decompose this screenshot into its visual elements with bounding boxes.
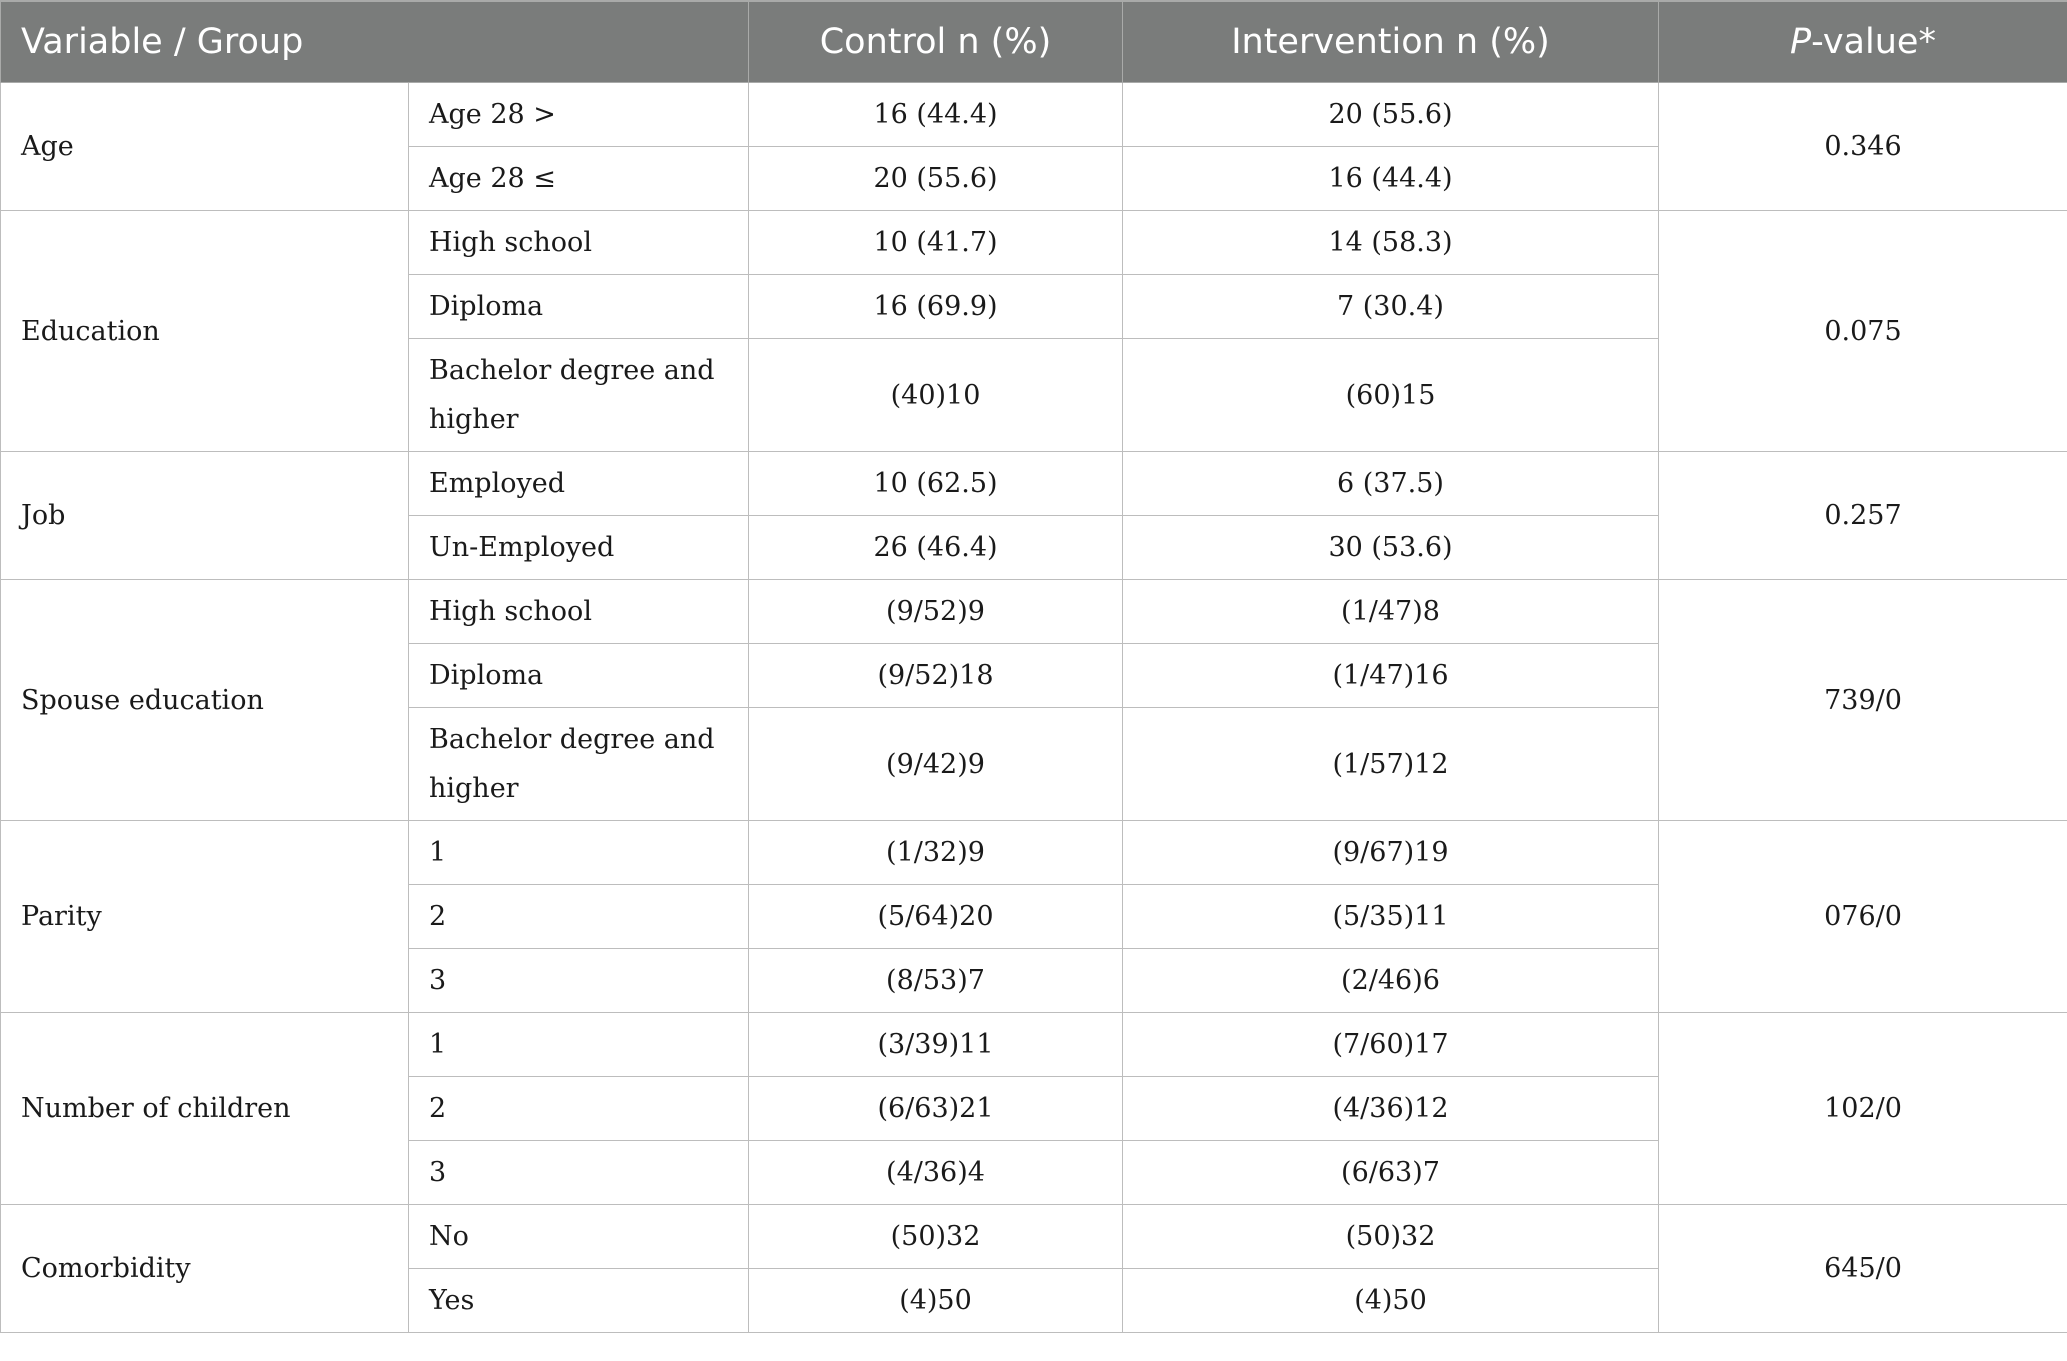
header-p-value bbox=[1659, 1, 2067, 83]
header-p-rest: -value* bbox=[1811, 22, 1936, 62]
intervention-cell: (9/67)19 bbox=[1123, 821, 1659, 885]
control-cell: 16 (44.4) bbox=[749, 83, 1123, 147]
intervention-cell: (4/36)12 bbox=[1123, 1077, 1659, 1141]
control-cell: (5/64)20 bbox=[749, 885, 1123, 949]
intervention-cell: (2/46)6 bbox=[1123, 949, 1659, 1013]
intervention-cell: (50)32 bbox=[1123, 1205, 1659, 1269]
group-cell: 1 bbox=[409, 1013, 749, 1077]
control-cell: 20 (55.6) bbox=[749, 147, 1123, 211]
intervention-cell: 14 (58.3) bbox=[1123, 211, 1659, 275]
control-cell: (50)32 bbox=[749, 1205, 1123, 1269]
intervention-cell: 16 (44.4) bbox=[1123, 147, 1659, 211]
header-p-italic: P bbox=[1790, 22, 1812, 62]
control-cell: (8/53)7 bbox=[749, 949, 1123, 1013]
control-cell: (4)50 bbox=[749, 1269, 1123, 1333]
control-cell: (6/63)21 bbox=[749, 1077, 1123, 1141]
group-cell: Diploma bbox=[409, 275, 749, 339]
header-row bbox=[1, 1, 2067, 83]
table-row bbox=[1, 452, 2067, 516]
table-row bbox=[1, 1205, 2067, 1269]
intervention-cell: (1/57)12 bbox=[1123, 708, 1659, 821]
p-value-cell: 0.346 bbox=[1659, 83, 2067, 211]
intervention-cell: 6 (37.5) bbox=[1123, 452, 1659, 516]
p-value-cell: 0.075 bbox=[1659, 211, 2067, 452]
intervention-cell: 20 (55.6) bbox=[1123, 83, 1659, 147]
group-cell: Bachelor degree and higher bbox=[409, 708, 749, 821]
control-cell: (9/42)9 bbox=[749, 708, 1123, 821]
control-cell: 16 (69.9) bbox=[749, 275, 1123, 339]
group-cell: 2 bbox=[409, 1077, 749, 1141]
control-cell: (4/36)4 bbox=[749, 1141, 1123, 1205]
group-cell: 1 bbox=[409, 821, 749, 885]
group-cell: 2 bbox=[409, 885, 749, 949]
control-cell: 26 (46.4) bbox=[749, 516, 1123, 580]
intervention-cell: (7/60)17 bbox=[1123, 1013, 1659, 1077]
control-cell: (1/32)9 bbox=[749, 821, 1123, 885]
group-cell: Employed bbox=[409, 452, 749, 516]
variable-cell: Number of children bbox=[1, 1013, 409, 1205]
group-cell: No bbox=[409, 1205, 749, 1269]
group-cell: 3 bbox=[409, 949, 749, 1013]
intervention-cell: 7 (30.4) bbox=[1123, 275, 1659, 339]
control-cell: 10 (62.5) bbox=[749, 452, 1123, 516]
intervention-cell: (4)50 bbox=[1123, 1269, 1659, 1333]
variable-cell: Job bbox=[1, 452, 409, 580]
intervention-cell: (1/47)8 bbox=[1123, 580, 1659, 644]
variable-cell: Spouse education bbox=[1, 580, 409, 821]
header-control: Control n (%) bbox=[749, 1, 1123, 83]
group-cell: Un-Employed bbox=[409, 516, 749, 580]
control-cell: 10 (41.7) bbox=[749, 211, 1123, 275]
intervention-cell: (6/63)7 bbox=[1123, 1141, 1659, 1205]
group-cell: 3 bbox=[409, 1141, 749, 1205]
control-cell: (9/52)18 bbox=[749, 644, 1123, 708]
intervention-cell: (60)15 bbox=[1123, 339, 1659, 452]
header-variable-group: Variable / Group bbox=[1, 1, 749, 83]
table-row bbox=[1, 1013, 2067, 1077]
intervention-cell: (1/47)16 bbox=[1123, 644, 1659, 708]
group-cell: High school bbox=[409, 580, 749, 644]
group-cell: Bachelor degree and higher bbox=[409, 339, 749, 452]
table-row bbox=[1, 211, 2067, 275]
p-value-cell: 739/0 bbox=[1659, 580, 2067, 821]
p-value-cell: 076/0 bbox=[1659, 821, 2067, 1013]
group-cell: Diploma bbox=[409, 644, 749, 708]
control-cell: (3/39)11 bbox=[749, 1013, 1123, 1077]
control-cell: (40)10 bbox=[749, 339, 1123, 452]
intervention-cell: 30 (53.6) bbox=[1123, 516, 1659, 580]
header-intervention: Intervention n (%) bbox=[1123, 1, 1659, 83]
table-row bbox=[1, 580, 2067, 644]
group-cell: High school bbox=[409, 211, 749, 275]
table-row bbox=[1, 821, 2067, 885]
table-row bbox=[1, 83, 2067, 147]
table-body bbox=[1, 83, 2067, 1333]
p-value-cell: 102/0 bbox=[1659, 1013, 2067, 1205]
variable-cell: Comorbidity bbox=[1, 1205, 409, 1333]
group-cell: Age 28 ≤ bbox=[409, 147, 749, 211]
control-cell: (9/52)9 bbox=[749, 580, 1123, 644]
group-cell: Age 28 > bbox=[409, 83, 749, 147]
intervention-cell: (5/35)11 bbox=[1123, 885, 1659, 949]
p-value-cell: 0.257 bbox=[1659, 452, 2067, 580]
p-value-cell: 645/0 bbox=[1659, 1205, 2067, 1333]
variable-cell: Age bbox=[1, 83, 409, 211]
group-cell: Yes bbox=[409, 1269, 749, 1333]
variable-cell: Education bbox=[1, 211, 409, 452]
table-header bbox=[1, 1, 2067, 83]
variable-cell: Parity bbox=[1, 821, 409, 1013]
